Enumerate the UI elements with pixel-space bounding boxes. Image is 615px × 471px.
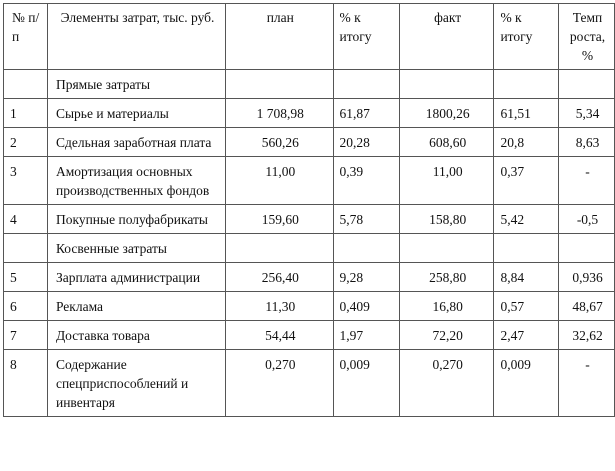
row-pct-fact: 61,51 [494, 99, 559, 128]
row-temp: 32,62 [559, 321, 615, 350]
cost-table-container [3, 3, 615, 417]
row-plan: 54,44 [226, 321, 333, 350]
empty-cell [399, 70, 494, 99]
row-name: Доставка товара [47, 321, 225, 350]
row-pct-fact: 2,47 [494, 321, 559, 350]
row-temp: 0,936 [559, 263, 615, 292]
section-title: Прямые затраты [47, 70, 225, 99]
row-name: Содержание спецприспособлений и инвентаря [47, 350, 225, 417]
row-num: 1 [4, 99, 48, 128]
row-pct-plan: 5,78 [333, 205, 399, 234]
row-pct-plan: 0,39 [333, 157, 399, 205]
row-temp: 5,34 [559, 99, 615, 128]
row-pct-fact: 8,84 [494, 263, 559, 292]
row-pct-plan: 0,009 [333, 350, 399, 417]
row-plan: 0,270 [226, 350, 333, 417]
row-name: Реклама [47, 292, 225, 321]
row-temp: 48,67 [559, 292, 615, 321]
row-pct-fact: 5,42 [494, 205, 559, 234]
row-plan: 256,40 [226, 263, 333, 292]
row-temp: - [559, 157, 615, 205]
section-num-cell [4, 70, 48, 99]
header-pct-plan: % к итогу [333, 4, 399, 70]
row-temp: -0,5 [559, 205, 615, 234]
row-pct-fact: 0,37 [494, 157, 559, 205]
empty-cell [226, 70, 333, 99]
header-fact: факт [399, 4, 494, 70]
row-temp: 8,63 [559, 128, 615, 157]
row-num: 5 [4, 263, 48, 292]
row-pct-plan: 0,409 [333, 292, 399, 321]
row-plan: 560,26 [226, 128, 333, 157]
section-row-direct [4, 70, 615, 99]
row-fact: 608,60 [399, 128, 494, 157]
header-num: № п/п [4, 4, 48, 70]
row-name: Зарплата администрации [47, 263, 225, 292]
empty-cell [559, 70, 615, 99]
table-row [4, 157, 615, 205]
row-fact: 158,80 [399, 205, 494, 234]
table-header-row [4, 4, 615, 70]
row-name: Амортизация основных производственных фондов [47, 157, 225, 205]
table-row [4, 350, 615, 417]
empty-cell [494, 70, 559, 99]
row-fact: 0,270 [399, 350, 494, 417]
row-pct-fact: 0,57 [494, 292, 559, 321]
row-fact: 16,80 [399, 292, 494, 321]
empty-cell [494, 234, 559, 263]
table-row [4, 205, 615, 234]
row-pct-plan: 61,87 [333, 99, 399, 128]
row-name: Сырье и материалы [47, 99, 225, 128]
row-num: 2 [4, 128, 48, 157]
row-pct-fact: 0,009 [494, 350, 559, 417]
row-temp: - [559, 350, 615, 417]
row-plan: 11,30 [226, 292, 333, 321]
empty-cell [399, 234, 494, 263]
empty-cell [333, 234, 399, 263]
row-name: Сдельная заработная плата [47, 128, 225, 157]
row-num: 7 [4, 321, 48, 350]
empty-cell [226, 234, 333, 263]
row-fact: 1800,26 [399, 99, 494, 128]
section-num-cell [4, 234, 48, 263]
row-fact: 258,80 [399, 263, 494, 292]
row-plan: 11,00 [226, 157, 333, 205]
table-row [4, 263, 615, 292]
row-name: Покупные полуфабрикаты [47, 205, 225, 234]
table-row [4, 292, 615, 321]
row-pct-fact: 20,8 [494, 128, 559, 157]
header-plan: план [226, 4, 333, 70]
header-pct-fact: % к итогу [494, 4, 559, 70]
row-pct-plan: 1,97 [333, 321, 399, 350]
empty-cell [333, 70, 399, 99]
row-pct-plan: 9,28 [333, 263, 399, 292]
section-row-indirect [4, 234, 615, 263]
row-plan: 1 708,98 [226, 99, 333, 128]
row-fact: 72,20 [399, 321, 494, 350]
header-temp: Темп роста, % [559, 4, 615, 70]
cost-table [3, 3, 615, 417]
table-row [4, 128, 615, 157]
row-num: 6 [4, 292, 48, 321]
header-name: Элементы затрат, тыс. руб. [47, 4, 225, 70]
row-num: 3 [4, 157, 48, 205]
table-row [4, 321, 615, 350]
table-row [4, 99, 615, 128]
row-pct-plan: 20,28 [333, 128, 399, 157]
row-plan: 159,60 [226, 205, 333, 234]
row-num: 8 [4, 350, 48, 417]
row-num: 4 [4, 205, 48, 234]
table-body [4, 70, 615, 417]
row-fact: 11,00 [399, 157, 494, 205]
empty-cell [559, 234, 615, 263]
section-title: Косвенные затраты [47, 234, 225, 263]
